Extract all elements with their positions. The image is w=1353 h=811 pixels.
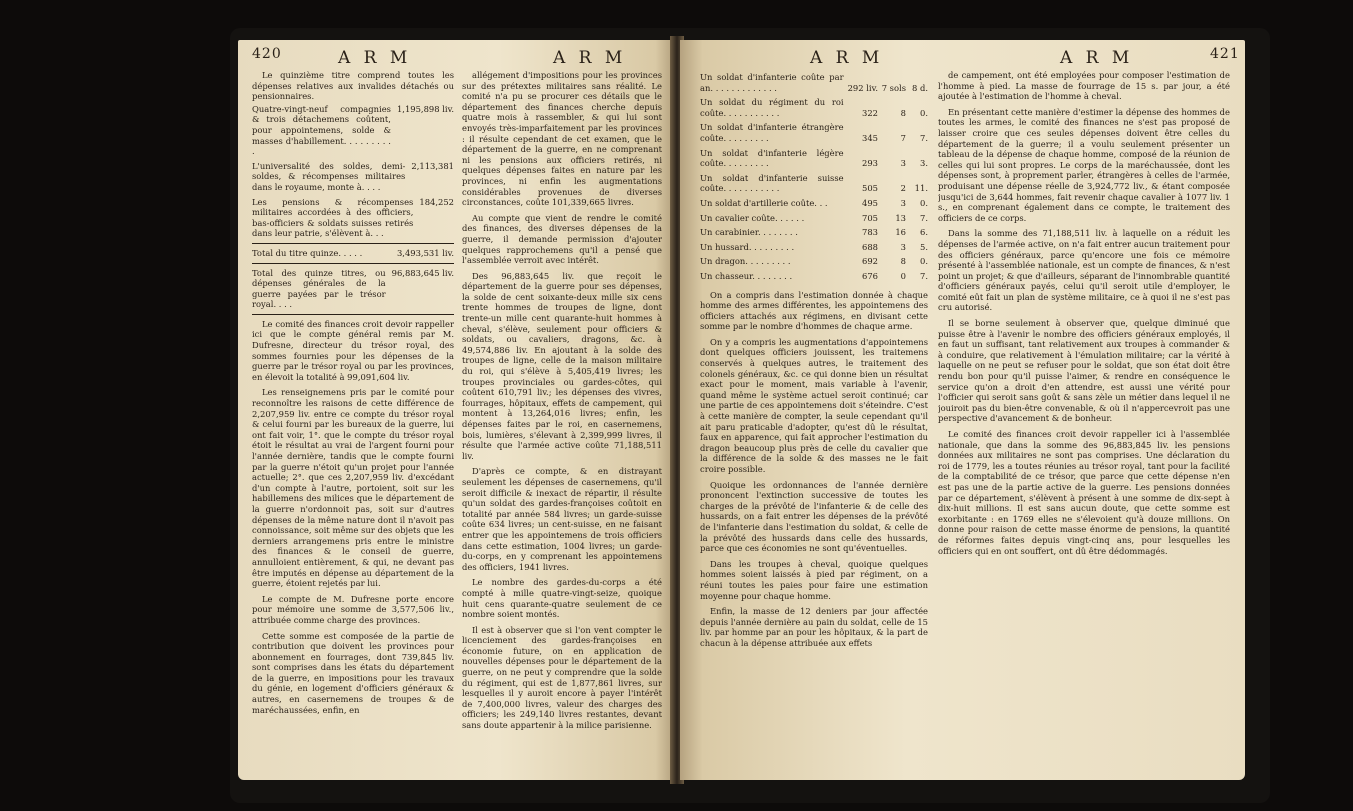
total-row [252,248,454,259]
cost-row [700,269,928,284]
paragraph: Le nombre des gardes-du-corps a été compté à mille quatre-vingt-seize, quoique huit cens quarante-quatre seulement de ce nombre soient montés. [462,577,662,620]
paragraph: Les renseignemens pris par le comité pour reconnoître les raisons de cette différence de 2,207,959 liv. entre ce compte du trésor royal & celui fourni par les bureaux de la guerre, lui ont fait voir, 1°. que le compte du trésor royal étoit le résultat au vrai de l'argent fourni pour l'année dernière, tandis que le compte fourni par la guerre n'étoit qu'un projet pour l'année actuelle; 2°. que ces 2,207,959 liv. d'excédant d'un compte à l'autre, portoient, soit sur les habillemens des milices que le département de la guerre n'ordonnoit pas, soit sur d'autres dépenses de la même nature dont il n'avoit pas connoissance, soit même sur des objets que les derniers arrangemens pris entre le ministre des finances & le conseil de guerre, annulloient entièrement, & qui, ne devant pas être imputés en dépense au département de la guerre, étoient rejetés par lui. [252,387,454,589]
ledger-value: 2,113,381 [411,160,454,171]
cost-label: Un cavalier coûte. . . . . . [700,212,805,223]
paragraph: Le quinzième titre comprend toutes les dépenses relatives aux invalides détachés ou pensionnaires. [252,70,454,102]
paragraph: Le compte de M. Dufresne porte encore pour mémoire une somme de 3,577,506 liv., attribuée comme charge des provinces. [252,593,454,625]
cost-deniers: 3. [920,158,928,169]
divider [252,243,454,244]
ledger-value: 184,252 [419,196,454,207]
paragraph: Le comité des finances croit devoir rappeller ici que le compte général remis par M. Dufresne, directeur du trésor royal, des sommes fournies pour les dépenses de la guerre par le trésor royal ou par les provinces, en élevoit la totalité à 99,091,604 liv. [252,318,454,382]
divider [252,263,454,264]
cost-deniers: 0. [920,256,928,267]
cost-livres: 345 [862,132,878,143]
cost-livres: 688 [862,241,878,252]
ledger-row [252,161,454,193]
cost-row [700,70,928,95]
paragraph: Au compte que vient de rendre le comité des finances, des diverses dépenses de la guerre, il demande permission d'ajouter quelques rapprochemens qu'il a pensé que l'assemblée verroit avec intérêt. [462,212,662,266]
running-head-right-2: A R M [1060,48,1134,68]
cost-livres: 705 [862,212,878,223]
cost-livres: 322 [862,107,878,118]
cost-livres: 692 [862,256,878,267]
ledger-label: Quatre-vingt-neuf compagnies & trois détachemens coûtent, pour appointemens, solde & masses d'habillement. . . . . . . . . . [252,103,391,157]
cost-row [700,211,928,226]
cost-label: Un chasseur. . . . . . . . [700,270,793,281]
cost-label: Un soldat d'infanterie coûte par an. . . . . . . . . . . . . [700,72,844,93]
ledger-row [252,104,454,157]
cost-row [700,120,928,145]
ledger-label: Les pensions & récompenses militaires accordées à des officiers, bas-officiers & soldats suisses retirés dans leur patrie, s'élèvent à. . . [252,196,414,239]
divider [252,314,454,315]
cost-livres: 676 [862,270,878,281]
cost-row [700,240,928,255]
running-head-left: A R M [338,48,412,68]
left-page [238,40,673,780]
paragraph: Il se borne seulement à observer que, quelque diminué que puisse être à l'avenir le nombre des officiers généraux employés, il en faut un suffisant, tant relativement aux troupes à commander & à conduire, que relativement à l'émulation militaire; car la vérité à laquelle on ne peut se refuser pour le soldat, que son état doit être rendu bon pour qu'il puisse l'aimer, & rendre en conséquence le service qu'on a droit d'en attendre, est aussi une vérité pour l'officier qui seroit sans goût & sans zèle un métier dans lequel il ne jouiroit pas du bien-être convenable, & où il n'appercevroit pas une perspective d'avancement & de bonheur. [938,318,1230,424]
cost-livres: 505 [862,183,878,194]
cost-sols: 3 [900,158,906,169]
cost-livres: 783 [862,227,878,238]
cost-deniers: 0. [920,197,928,208]
cost-deniers: 7. [920,270,928,281]
ledger-label: L'universalité des soldes, demi-soldes, & récompenses militaires dans le royaume, monte à. . . . [252,160,406,192]
cost-deniers: 8 d. [911,82,928,93]
paragraph: On a compris dans l'estimation donnée à chaque homme des armes différentes, les appointemens des officiers attachés aux régimens, en divisant cette somme par le nombre d'hommes de chaque arme. [700,289,928,332]
grand-total-row [252,268,454,310]
cost-table [700,70,928,284]
cost-sols: 8 [900,256,906,267]
cost-label: Un soldat d'artillerie coûte. . . [700,197,828,208]
cost-sols: 3 [900,197,906,208]
paragraph: Quoique les ordonnances de l'année dernière prononcent l'extinction successive de toutes les charges de la prévôté de l'infanterie & de celle des hussards, on a fait entrer les dépenses de la prévôté de l'infanterie dans l'estimation du soldat, & celle de la prévôté des hussards dans celle des hussards, parce que ces économies ne sont qu'éventuelles. [700,479,928,554]
paragraph: Il est à observer que si l'on vent compter le licenciement des gardes-françoises en économie future, on en application de nouvelles dépenses pour le département de la guerre, on ne peut y comprendre que la solde du régiment, qui est de 1,877,861 livres, sur lesquelles il y auroit encore à payer l'intérêt de 7,400,000 livres, valeur des charges des officiers; les 249,140 livres restantes, devant sans doute appartenir à la milice parisienne. [462,624,662,731]
paragraph: Enfin, la masse de 12 deniers par jour affectée depuis l'année dernière au pain du soldat, celle de 15 liv. par homme par an pour les hôpitaux, & la part de chacun à la dépense attribuée aux effets [700,606,928,648]
right-column-1 [700,70,928,775]
cost-label: Un carabinier. . . . . . . . [700,227,798,238]
paragraph: Dans les troupes à cheval, quoique quelques hommes soient laissés à pied par régiment, on a réuni toutes les paies pour faire une estimation moyenne pour chaque homme. [700,558,928,601]
cost-row [700,171,928,196]
running-head-left-2: A R M [553,48,627,68]
paragraph: D'après ce compte, & en distrayant seulement les dépenses de casernemens, qu'il seroit difficile & inexact de répartir, il résulte qu'un soldat des gardes-françoises coûtoit en totalité par année 584 livres; un garde-suisse coûte 634 livres; un cent-suisse, en ne faisant entrer que les appointemens de trois officiers dans cette estimation, 1004 livres; un garde-du-corps, en y comprenant les appointemens des officiers, 1941 livres. [462,466,662,572]
cost-label: Un soldat d'infanterie étrangère coûte. . . . . . . . . [700,122,844,143]
cost-livres: 292 liv. [847,82,878,93]
cost-deniers: 7. [920,132,928,143]
paragraph: Cette somme est composée de la partie de contribution que doivent les provinces pour abonnement en fourrages, dont 739,845 liv. sont comprises dans les états du département de la guerre, en impositions pour les travaux du génie, en logement d'officiers généraux & autres, en casernemens de troupes & de maréchaussées, enfin, en [252,630,454,715]
cost-label: Un soldat d'infanterie suisse coûte. . . . . . . . . . . [700,172,844,194]
paragraph: de campement, ont été employées pour composer l'estimation de l'homme à pied. La masse de fourrage de 15 s. par jour, a été ajoutée à l'estimation de l'homme à cheval. [938,70,1230,102]
paragraph: Des 96,883,645 liv. que reçoit le département de la guerre pour ses dépenses, la solde de cent soixante-deux mille six cens trente hommes de troupes de ligne, dont trente-un mille cent quarante-huit hommes à cheval, s'élève, seulement pour officiers & soldats, ou cavaliers, dragons, &c. à 49,574,886 liv. En ajoutant à la solde des troupes de ligne, celle de la maison militaire du roi, qui s'élève à 5,405,419 livres; les troupes provinciales ou gardes-côtes, qui coûtent 610,791 liv.; les dépenses des vivres, fourrages, hôpitaux, effets de campement, qui montent à 13,264,016 livres; enfin, les dépenses faites par le roi, en casernemens, bois, lumières, s'élevant à 2,399,999 livres, il résulte que l'armée active coûte 71,188,511 liv. [462,270,662,461]
paragraph: En présentant cette manière d'estimer la dépense des hommes de toutes les armes, le comité des finances ne s'est pas proposé de laisser croire que ces seules dépenses doivent être celles du département de la guerre; il a voulu seulement présenter un tableau de la dépense de chaque homme, composé de la réunion de celles qui lui sont propres. Le corps de la maréchaussée, dont les dépenses sont, à proprement parler, étrangères à celles de l'armée, produisant une dépense réelle de 3,924,772 liv., & étant composée jusqu'ici de 3,644 hommes, fait revenir chaque cavalier à 1077 liv. 1 s., en comprenant également dans ce compte, le traitement des officiers de ce corps. [938,106,1230,223]
paragraph: Le comité des finances croit devoir rappeller ici à l'assemblée nationale, que dans la somme des 96,883,845 liv. les pensions données aux militaires ne sont pas comprises. Une déclaration du roi de 1779, les a toutes réunies au trésor royal, tant pour la facilité de la comptabilité de ce trésor, que parce que cette dépense n'en est pas une de la partie active de la guerre. Les pensions données par ce département, s'élèvent à présent à une somme de dix-sept à dix-huit millions. Il est sans aucun doute, que cette somme est exorbitante : en 1769 elles ne s'élevoient qu'à douze millions. On donne pour raison de cette masse énorme de pensions, la quantité de réformes faites depuis vingt-cinq ans, pour lesquelles les officiers qui en ont souffert, ont dû être dédommagés. [938,429,1230,556]
cost-row [700,146,928,171]
page-number-left: 420 [252,46,282,62]
cost-sols: 0 [900,270,906,281]
total-label: Total du titre quinze. . . . . [252,247,363,258]
cost-deniers: 5. [920,241,928,252]
left-column-2 [462,70,662,775]
cost-label: Un hussard. . . . . . . . . [700,241,795,252]
paragraph: Dans la somme des 71,188,511 liv. à laquelle on a réduit les dépenses de l'armée active, on n'a fait entrer aucun traitement pour des officiers généraux, parce qu'encore une fois ce mémoire présenté à l'assemblée nationale, est un compte de finances, & n'est point un projet; & que d'ailleurs, séparant de l'innombrable quantité d'officiers généraux payés, celui qu'il seroit utile d'employer, le comité eût fait un plan de système militaire, ce à quoi il ne s'est pas cru autorisé. [938,228,1230,313]
cost-row [700,225,928,240]
cost-deniers: 6. [920,227,928,238]
cost-livres: 495 [862,197,878,208]
paragraph: allégement d'impositions pour les provinces sur des prétextes militaires sans réalité. Le comité n'a pu se procurer ces détails que le département des finances cherche depuis quatre mois à rassembler, & qui lui sont envoyés très-imparfaitement par les provinces : il résulte cependant de cet examen, que le département de la guerre, en ne comprenant ni les pensions aux officiers retirés, ni quelques dépenses faites en nature par les provinces, ni enfin les augmentations considérables provenues de diverses circonstances, coûte 101,339,665 livres. [462,70,662,208]
ledger-row [252,197,454,239]
page-number-right: 421 [1210,46,1240,62]
cost-deniers: 11. [914,183,928,194]
cost-sols: 7 sols [881,82,906,93]
cost-sols: 8 [900,107,906,118]
cost-sols: 13 [895,212,906,223]
cost-livres: 293 [862,158,878,169]
left-column-1 [252,70,454,775]
cost-deniers: 7. [920,212,928,223]
cost-row [700,95,928,120]
cost-sols: 3 [900,241,906,252]
cost-label: Un soldat du régiment du roi coûte. . . . . . . . . . . [700,97,844,118]
right-column-2 [938,70,1230,775]
cost-sols: 7 [900,132,906,143]
total-value: 3,493,531 liv. [396,247,454,258]
cost-label: Un soldat d'infanterie légère coûte. . . . . . . . . [700,147,844,169]
grand-total-value: 96,883,645 liv. [391,267,454,278]
ledger-value: 1,195,898 liv. [396,103,454,114]
right-page [680,40,1245,780]
paragraph: On y a compris les augmentations d'appointemens dont quelques officiers jouissent, les traitemens conservés à quelques autres, le traitement des colonels généraux, &c. ce qui donne bien un résultat exact pour le moment, mais variable à l'avenir, quand même le système actuel seroit continué; car une partie de ces appointemens doit s'éteindre. C'est à cette manière de compter, la seule cependant qu'il ait paru praticable d'adopter, qu'est dû le résultat, faux en apparence, qui fait approcher l'estimation du dragon beaucoup plus près de celle du cavalier que la différence de la solde & des masses ne le fait croire possible. [700,336,928,474]
cost-row [700,196,928,211]
grand-total-label: Total des quinze titres, ou dépenses générales de la guerre payées par le trésor royal. . . . [252,267,386,310]
cost-row [700,254,928,269]
cost-label: Un dragon. . . . . . . . . [700,256,791,267]
cost-deniers: 0. [920,107,928,118]
cost-sols: 2 [900,183,906,194]
running-head-right: A R M [810,48,884,68]
cost-sols: 16 [895,227,906,238]
